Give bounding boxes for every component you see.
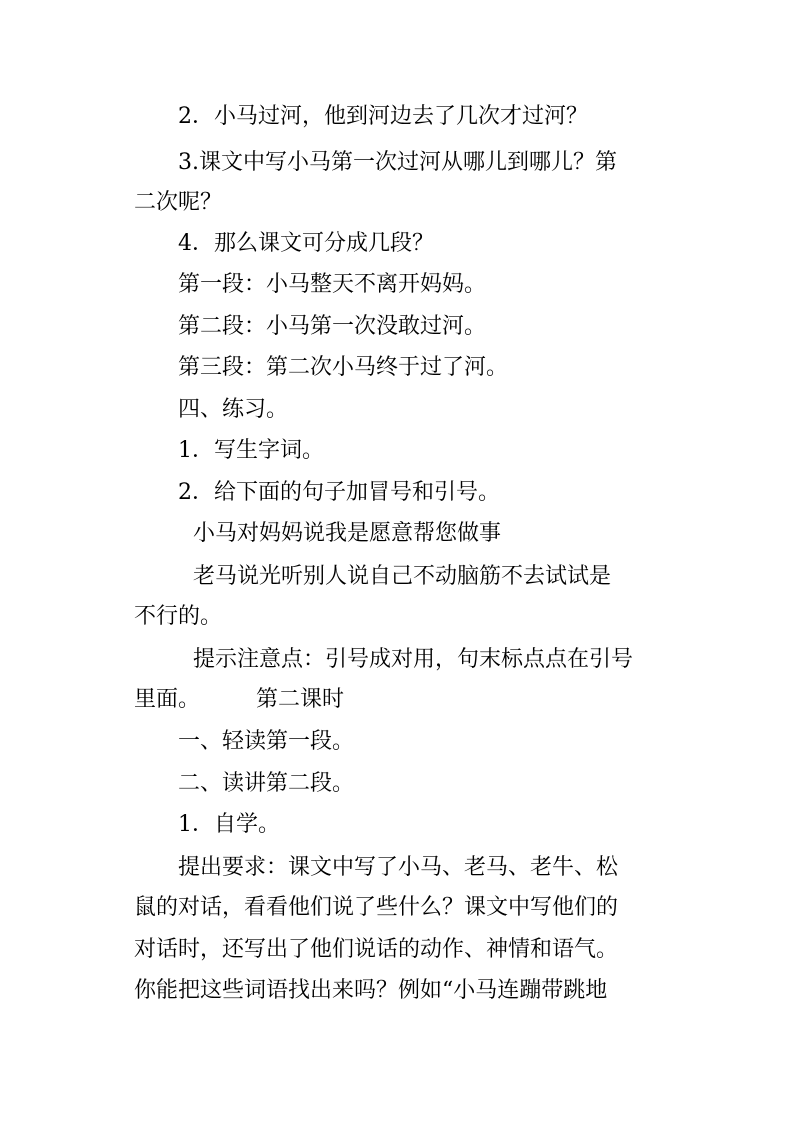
hint-line-2 — [134, 687, 664, 713]
example-sentence-1: 小马对妈妈说我是愿意帮您做事 — [193, 521, 502, 546]
example-sentence-2-line-2: 不行的。 — [134, 604, 223, 629]
step-2-line: 二、读讲第二段。 — [178, 771, 355, 796]
section-3-line: 第三段：第二次小马终于过了河。 — [178, 355, 509, 380]
example-sentence-2-line-1: 老马说光听别人说自己不动脑筋不去试试是 — [193, 564, 612, 589]
requirement-line-3: 对话时，还写出了他们说话的动作、神情和语气。 — [134, 937, 619, 962]
step-1-line: 一、轻读第一段。 — [178, 729, 355, 754]
exercise-1-line: 1．写生字词。 — [178, 438, 324, 463]
requirement-line-2: 鼠的对话，看看他们说了些什么？课文中写他们的 — [134, 895, 619, 920]
question-3-line-2: 二次呢？ — [134, 190, 223, 215]
section-1-line: 第一段：小马整天不离开妈妈。 — [178, 272, 487, 297]
second-lesson-heading: 第二课时 — [256, 687, 345, 712]
question-3-line-1: 3.课文中写小马第一次过河从哪儿到哪儿？第 — [178, 150, 617, 175]
section-2-line: 第二段：小马第一次没敢过河。 — [178, 314, 487, 339]
hint-line-2-text: 里面。 — [134, 687, 201, 712]
exercise-2-line: 2．给下面的句子加冒号和引号。 — [178, 480, 500, 505]
exercise-heading: 四、练习。 — [178, 397, 289, 422]
hint-line-1: 提示注意点：引号成对用，句末标点点在引号 — [193, 647, 634, 672]
requirement-line-1: 提出要求：课文中写了小马、老马、老牛、松 — [178, 855, 619, 880]
question-4-line: 4．那么课文可分成几段？ — [178, 231, 434, 256]
question-2-line: 2．小马过河，他到河边去了几次才过河？ — [178, 104, 588, 129]
requirement-line-4: 你能把这些词语找出来吗？例如“小马连蹦带跳地 — [134, 978, 608, 1003]
self-study-line: 1．自学。 — [178, 812, 280, 837]
